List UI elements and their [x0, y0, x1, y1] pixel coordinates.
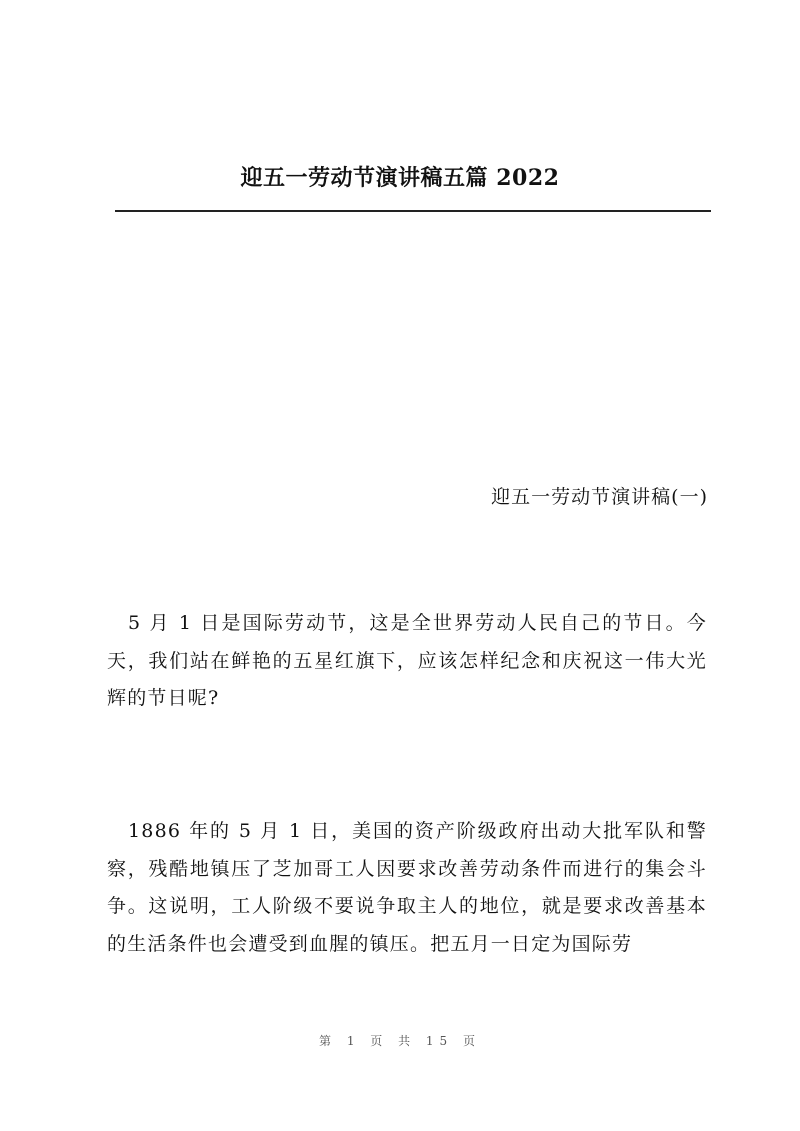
document-title: 迎五一劳动节演讲稿五篇 2022: [240, 165, 560, 191]
body-paragraph-1: 5 月 1 日是国际劳动节，这是全世界劳动人民自己的节日。今天，我们站在鲜艳的五星红旗下，应该怎样纪念和庆祝这一伟大光辉的节日呢?: [107, 612, 707, 709]
body-paragraph-2: 1886 年的 5 月 1 日，美国的资产阶级政府出动大批军队和警察，残酷地镇压了芝加哥工人因要求改善劳动条件而进行的集会斗争。这说明，工人阶级不要说争取主人的地位，就是要求改善基本的生活条件也会遭受到血腥的镇压。把五月一日定为国际劳: [107, 820, 707, 955]
title-underline: [115, 210, 711, 212]
page-footer: 第 1 页 共 15 页: [319, 1034, 481, 1048]
section-heading: 迎五一劳动节演讲稿(一): [491, 486, 708, 508]
